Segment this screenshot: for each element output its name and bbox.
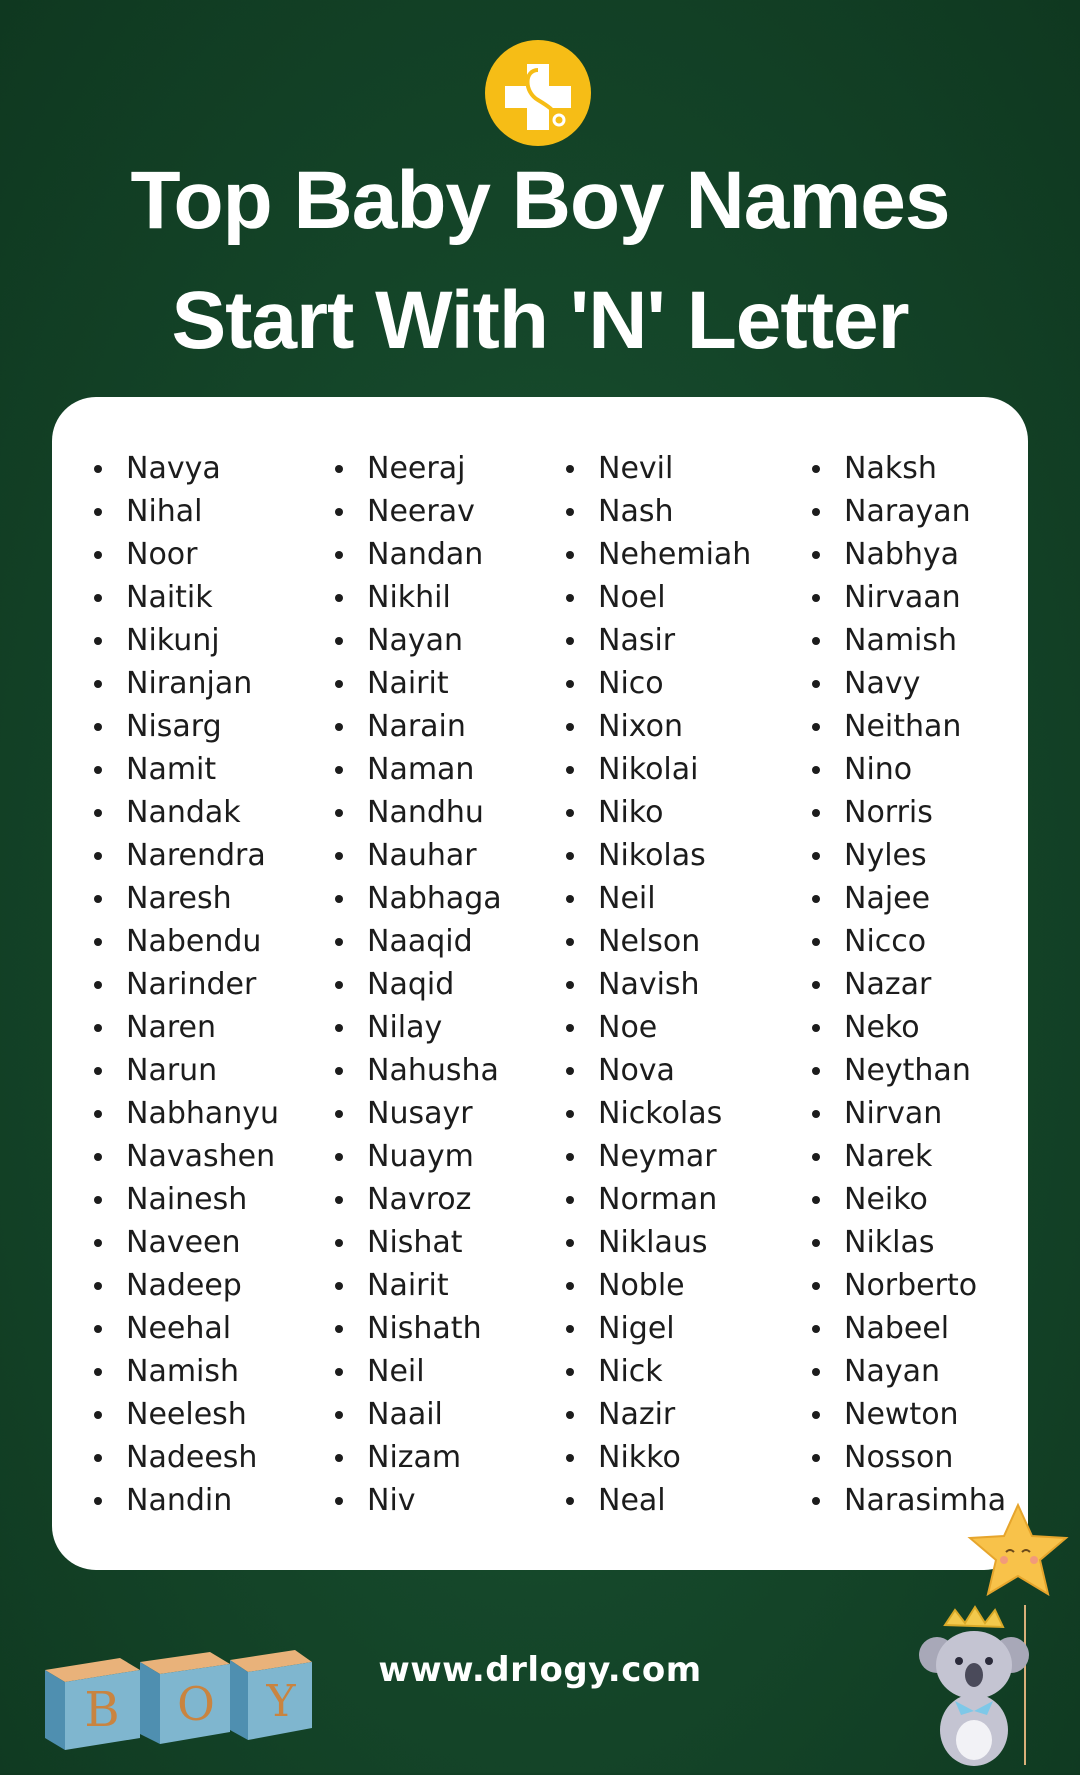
name-list-item: Nikko	[564, 1436, 751, 1479]
name-list-item: Najee	[810, 877, 1006, 920]
boy-blocks-illustration	[40, 1640, 320, 1765]
name-list-item: Neymar	[564, 1135, 751, 1178]
names-column-1	[92, 447, 279, 1522]
name-list-item: Nevil	[564, 447, 751, 490]
name-list-item: Nehemiah	[564, 533, 751, 576]
name-list-item: Nandan	[333, 533, 502, 576]
name-list-item: Navya	[92, 447, 279, 490]
name-list-item: Niv	[333, 1479, 502, 1522]
name-list-item: Norris	[810, 791, 1006, 834]
name-list-item: Nikunj	[92, 619, 279, 662]
name-list-item: Naqid	[333, 963, 502, 1006]
name-list-item: Narendra	[92, 834, 279, 877]
name-list-item: Nayan	[810, 1350, 1006, 1393]
name-list-item: Narun	[92, 1049, 279, 1092]
name-list-item: Nirvan	[810, 1092, 1006, 1135]
name-list-item: Noor	[92, 533, 279, 576]
name-list-item: Nahusha	[333, 1049, 502, 1092]
name-list-item: Nairit	[333, 1264, 502, 1307]
name-list-item: Nairit	[333, 662, 502, 705]
name-list-item: Nabendu	[92, 920, 279, 963]
name-list-item: Neil	[333, 1350, 502, 1393]
name-list-item: Neil	[564, 877, 751, 920]
name-list-item: Nishath	[333, 1307, 502, 1350]
koala-prince-illustration	[915, 1605, 1045, 1775]
name-list-item: Nixon	[564, 705, 751, 748]
names-column-4	[810, 447, 1006, 1522]
name-list-item: Nelson	[564, 920, 751, 963]
name-list-item: Nazar	[810, 963, 1006, 1006]
name-list-item: Norberto	[810, 1264, 1006, 1307]
name-list-item: Narayan	[810, 490, 1006, 533]
name-list-item: Nosson	[810, 1436, 1006, 1479]
name-list-item: Nirvaan	[810, 576, 1006, 619]
name-list-item: Nigel	[564, 1307, 751, 1350]
name-list-item: Nadeep	[92, 1264, 279, 1307]
name-list-item: Neal	[564, 1479, 751, 1522]
name-list-item: Niklas	[810, 1221, 1006, 1264]
name-list-item: Nadeesh	[92, 1436, 279, 1479]
name-list-item: Nazir	[564, 1393, 751, 1436]
name-list-item: Navy	[810, 662, 1006, 705]
website-link[interactable]: www.drlogy.com	[378, 1650, 702, 1690]
star-balloon-icon	[960, 1500, 1072, 1615]
name-list-item: Neythan	[810, 1049, 1006, 1092]
page-title-line-2: Start With 'N' Letter	[171, 275, 909, 366]
name-list-item: Noble	[564, 1264, 751, 1307]
name-list-item: Nandak	[92, 791, 279, 834]
name-list-item: Nandin	[92, 1479, 279, 1522]
name-list-item: Nick	[564, 1350, 751, 1393]
name-list-item: Nico	[564, 662, 751, 705]
page-title-line-1: Top Baby Boy Names	[130, 155, 950, 246]
names-card	[52, 397, 1028, 1570]
name-list-item: Noe	[564, 1006, 751, 1049]
name-list-item: Naksh	[810, 447, 1006, 490]
name-list-item: Neeraj	[333, 447, 502, 490]
name-list-item: Neerav	[333, 490, 502, 533]
name-list-item: Narasimha	[810, 1479, 1006, 1522]
name-list-item: Nusayr	[333, 1092, 502, 1135]
names-column-2	[333, 447, 502, 1522]
name-list-item: Navish	[564, 963, 751, 1006]
name-list-item: Nuaym	[333, 1135, 502, 1178]
name-list-item: Nickolas	[564, 1092, 751, 1135]
name-list-item: Namish	[810, 619, 1006, 662]
logo-icon	[485, 40, 591, 146]
name-list-item: Noel	[564, 576, 751, 619]
name-list-item: Nihal	[92, 490, 279, 533]
block-letter-o: O	[177, 1677, 215, 1731]
name-list-item: Navashen	[92, 1135, 279, 1178]
name-list-item: Nikolai	[564, 748, 751, 791]
name-list-item: Neelesh	[92, 1393, 279, 1436]
name-list-item: Nayan	[333, 619, 502, 662]
name-list-item: Neiko	[810, 1178, 1006, 1221]
name-list-item: Naresh	[92, 877, 279, 920]
name-list-item: Neehal	[92, 1307, 279, 1350]
name-list-item: Nainesh	[92, 1178, 279, 1221]
name-list-item: Namit	[92, 748, 279, 791]
name-list-item: Nabhaga	[333, 877, 502, 920]
name-list-item: Nisarg	[92, 705, 279, 748]
name-list-item: Newton	[810, 1393, 1006, 1436]
name-list-item: Naail	[333, 1393, 502, 1436]
name-list-item: Nizam	[333, 1436, 502, 1479]
name-list-item: Nikolas	[564, 834, 751, 877]
name-list-item: Naaqid	[333, 920, 502, 963]
name-list-item: Nishat	[333, 1221, 502, 1264]
name-list-item: Niko	[564, 791, 751, 834]
name-list-item: Narinder	[92, 963, 279, 1006]
name-list-item: Naitik	[92, 576, 279, 619]
name-list-item: Navroz	[333, 1178, 502, 1221]
name-list-item: Narek	[810, 1135, 1006, 1178]
name-list-item: Nilay	[333, 1006, 502, 1049]
name-list-item: Nasir	[564, 619, 751, 662]
name-list-item: Nabhya	[810, 533, 1006, 576]
name-list-item: Naren	[92, 1006, 279, 1049]
names-column-3	[564, 447, 751, 1522]
name-list-item: Nabeel	[810, 1307, 1006, 1350]
name-list-item: Norman	[564, 1178, 751, 1221]
name-list-item: Niranjan	[92, 662, 279, 705]
name-list-item: Niklaus	[564, 1221, 751, 1264]
name-list-item: Nicco	[810, 920, 1006, 963]
name-list-item: Neko	[810, 1006, 1006, 1049]
name-list-item: Nauhar	[333, 834, 502, 877]
name-list-item: Nandhu	[333, 791, 502, 834]
name-list-item: Nikhil	[333, 576, 502, 619]
name-list-item: Nyles	[810, 834, 1006, 877]
name-list-item: Nova	[564, 1049, 751, 1092]
name-list-item: Naman	[333, 748, 502, 791]
block-letter-b: B	[84, 1682, 120, 1738]
name-list-item: Naveen	[92, 1221, 279, 1264]
name-list-item: Nash	[564, 490, 751, 533]
name-list-item: Nabhanyu	[92, 1092, 279, 1135]
name-list-item: Nino	[810, 748, 1006, 791]
name-list-item: Narain	[333, 705, 502, 748]
name-list-item: Neithan	[810, 705, 1006, 748]
name-list-item: Namish	[92, 1350, 279, 1393]
block-letter-y: Y	[266, 1676, 296, 1727]
